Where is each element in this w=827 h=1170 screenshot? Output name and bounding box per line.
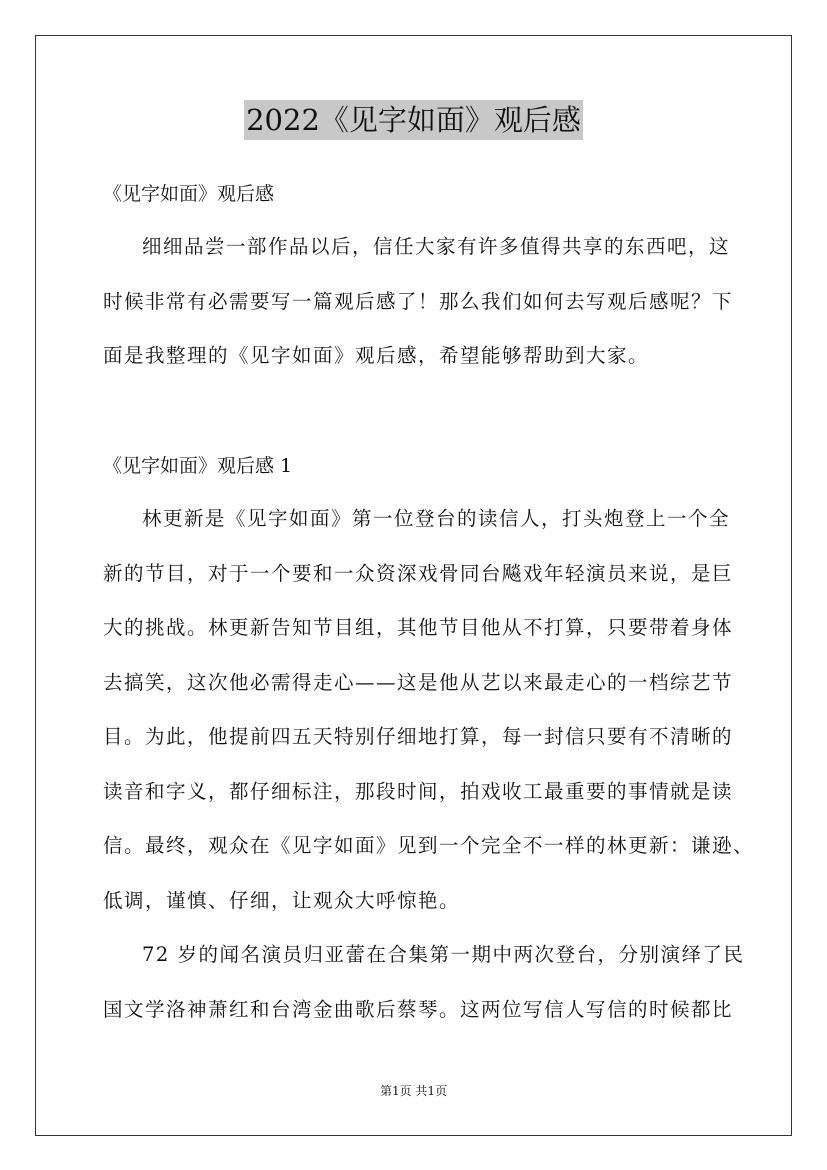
- intro-line: 时候非常有必需要写一篇观后感了！那么我们如何去写观后感呢？下: [103, 289, 734, 313]
- paragraph-line: 大的挑战。林更新告知节目组，其他节目他从不打算，只要带着身体: [103, 616, 734, 639]
- paragraph-line: 读音和字义，都仔细标注，那段时间，拍戏收工最重要的事情就是读: [103, 779, 734, 803]
- intro-paragraph: [103, 220, 734, 384]
- paragraph-line: 72 岁的闻名演员归亚蕾在合集第一期中两次登台，分别演绎了民: [142, 943, 745, 966]
- intro-line: 细细品尝一部作品以后，信任大家有许多值得共享的东西吧，这: [142, 235, 731, 258]
- page-footer: 第1页 共1页: [379, 1084, 448, 1098]
- paragraph-line: 去搞笑，这次他必需得走心——这是他从艺以来最走心的一档综艺节: [103, 670, 734, 694]
- paragraph-line: 信。最终，观众在《见字如面》见到一个完全不一样的林更新：谦逊、: [103, 834, 755, 857]
- title-container: [0, 100, 827, 140]
- paragraph-1: [103, 492, 755, 928]
- document-title: 2022《见字如面》观后感: [244, 100, 583, 140]
- paragraph-2: [103, 928, 745, 1037]
- paragraph-line: 新的节目，对于一个要和一众资深戏骨同台飚戏年轻演员来说，是巨: [103, 561, 734, 585]
- paragraph-line: 低调，谨慎、仔细，让观众大呼惊艳。: [103, 888, 461, 912]
- section-heading-1: 《见字如面》观后感 1: [103, 455, 293, 477]
- paragraph-line: 目。为此，他提前四五天特别仔细地打算，每一封信只要有不清晰的: [103, 725, 734, 748]
- intro-line: 面是我整理的《见字如面》观后感，希望能够帮助到大家。: [103, 344, 650, 367]
- paragraph-line: 国文学洛神萧红和台湾金曲歌后蔡琴。这两位写信人写信的时候都比: [103, 997, 734, 1021]
- paragraph-line: 林更新是《见字如面》第一位登台的读信人，打头炮登上一个全: [142, 507, 731, 530]
- intro-heading: 《见字如面》观后感: [103, 183, 275, 205]
